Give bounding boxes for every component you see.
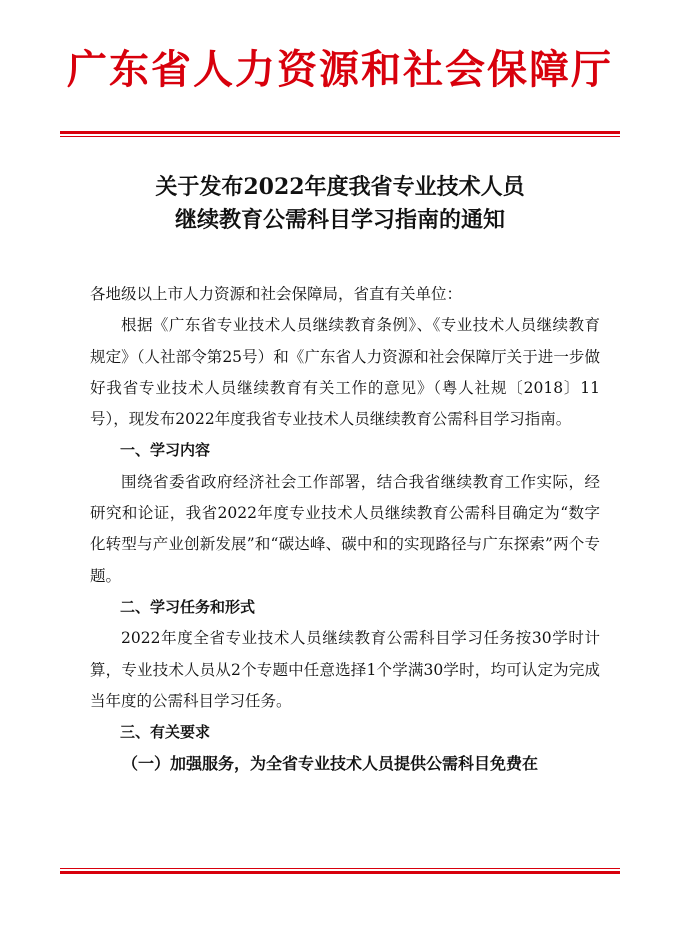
header-divider-thin xyxy=(60,136,620,137)
section-1-heading: 一、学习内容 xyxy=(120,441,211,460)
footer-divider-thick xyxy=(60,871,620,874)
document-title xyxy=(0,171,680,237)
document-title-line-2: 继续教育公需科目学习指南的通知 xyxy=(174,207,505,233)
intro-paragraph: 根据《广东省专业技术人员继续教育条例》、《专业技术人员继续教育规定》（人社部令第25号）和《广东省人力资源和社会保障厅关于进一步做好我省专业技术人员继续教育有关工作的意见》（粤人社规〔2018〕11号），现发布2022年度我省专业技术人员继续教育公需科目学习指南。 xyxy=(90,316,600,429)
section-2-paragraph: 2022年度全省专业技术人员继续教育公需科目学习任务按30学时计算，专业技术人员从2个专题中任意选择1个学满30学时，均可认定为完成当年度的公需科目学习任务。 xyxy=(90,629,600,710)
footer-divider-thin xyxy=(60,868,620,869)
section-2-heading: 二、学习任务和形式 xyxy=(120,597,256,616)
salutation: 各地级以上市人力资源和社会保障局，省直有关单位： xyxy=(90,285,463,303)
section-3-subheading-1: （一）加强服务，为全省专业技术人员提供公需科目免费在 xyxy=(122,754,539,774)
section-1-paragraph: 围绕省委省政府经济社会工作部署，结合我省继续教育工作实际，经研究和论证，我省2022年度专业技术人员继续教育公需科目确定为“数字化转型与产业创新发展”和“碳达峰、碳中和的实现路径与广东探索”两个专题。 xyxy=(90,472,600,585)
header-divider-thick xyxy=(60,131,620,134)
section-3-heading: 三、有关要求 xyxy=(120,723,211,742)
document-body xyxy=(90,279,600,780)
issuing-authority-header: 广东省人力资源和社会保障厅 xyxy=(67,46,613,93)
document-title-line-1: 关于发布2022年度我省专业技术人员 xyxy=(155,174,525,200)
